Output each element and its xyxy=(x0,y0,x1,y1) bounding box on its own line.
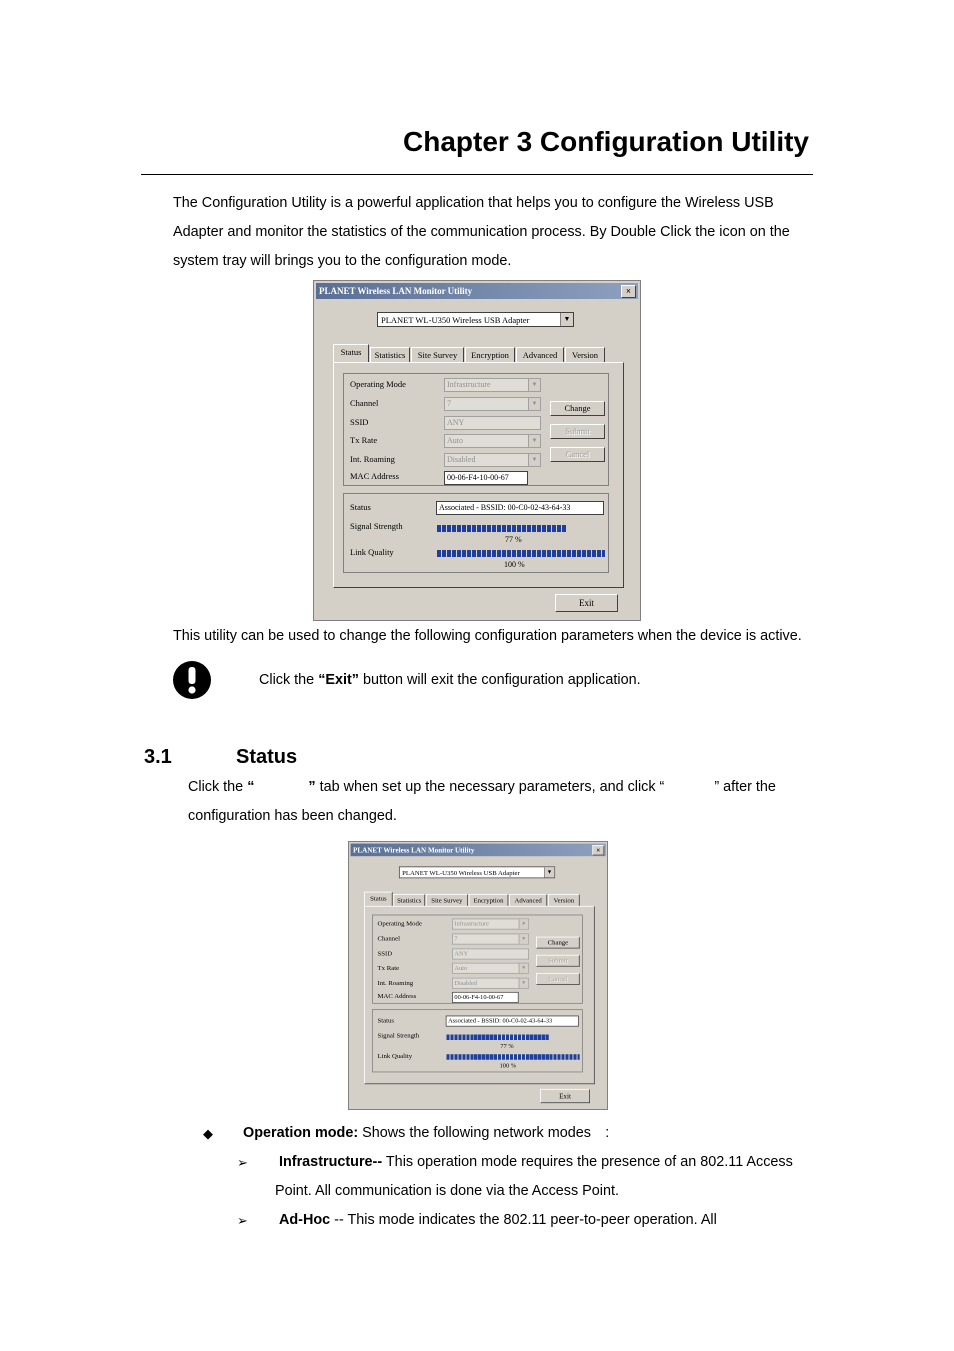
tab-statistics[interactable]: Statistics xyxy=(393,894,425,906)
channel-select[interactable] xyxy=(452,934,529,945)
ssid-label: SSID xyxy=(377,949,393,958)
status-label: Status xyxy=(350,502,371,512)
int-roaming-value: Disabled xyxy=(454,979,477,987)
submit-button[interactable]: Submit xyxy=(550,424,605,439)
arrow-bullet-icon: ➢ xyxy=(237,1213,248,1228)
ssid-value: ANY xyxy=(447,418,465,427)
int-roaming-select[interactable] xyxy=(444,453,541,467)
status-field xyxy=(446,1016,579,1027)
int-roaming-select[interactable] xyxy=(452,978,529,989)
chevron-down-icon[interactable]: ▼ xyxy=(528,379,540,391)
channel-label: Channel xyxy=(350,398,379,408)
operating-mode-value: Infrastructure xyxy=(447,380,491,389)
submit-button[interactable]: Submit xyxy=(536,955,580,967)
tab-site-survey[interactable]: Site Survey xyxy=(411,347,464,362)
tx-rate-value: Auto xyxy=(447,436,463,445)
section-quote-open: “ xyxy=(247,779,255,795)
tx-rate-value: Auto xyxy=(454,964,468,972)
operation-mode-item xyxy=(243,1119,609,1148)
infrastructure-heading: Infrastructure-- xyxy=(279,1154,383,1170)
mac-address-field xyxy=(452,992,519,1003)
tab-version[interactable]: Version xyxy=(548,894,580,906)
status-field xyxy=(436,501,604,515)
status-label: Status xyxy=(377,1016,395,1025)
tx-rate-label: Tx Rate xyxy=(350,435,378,445)
ssid-value: ANY xyxy=(454,950,469,958)
intro-paragraph: The Configuration Utility is a powerful application that helps you to configure the Wireless USB Adapter and monitor the statistics of the communication process. By Double Click the icon on the system tray will brings you to the configuration mode. xyxy=(173,195,790,269)
status-value: Associated - BSSID: 00-C0-02-43-64-33 xyxy=(448,1017,553,1025)
tx-rate-select[interactable] xyxy=(444,434,541,448)
dialog-titlebar xyxy=(316,283,638,299)
operating-mode-label: Operating Mode xyxy=(350,379,406,389)
mac-address-label: MAC Address xyxy=(377,991,417,1000)
cancel-button[interactable]: Cancel xyxy=(536,973,580,985)
chevron-down-icon[interactable]: ▼ xyxy=(519,963,529,972)
chevron-down-icon[interactable]: ▼ xyxy=(528,454,540,466)
status-value: Associated - BSSID: 00-C0-02-43-64-33 xyxy=(439,503,571,512)
adapter-value: PLANET WL-U350 Wireless USB Adapter xyxy=(402,868,520,877)
infrastructure-item-cont: Point. All communication is done via the Access Point. xyxy=(275,1183,619,1199)
note-suffix: button will exit the configuration application. xyxy=(358,672,641,688)
channel-value: 7 xyxy=(454,935,458,943)
ssid-input[interactable] xyxy=(444,416,541,430)
signal-strength-value: 77 % xyxy=(500,1042,514,1050)
tab-status[interactable]: Status xyxy=(364,892,393,906)
signal-strength-bar xyxy=(437,525,566,532)
chevron-down-icon[interactable]: ▼ xyxy=(519,934,529,943)
chevron-down-icon[interactable]: ▼ xyxy=(528,398,540,410)
change-button[interactable]: Change xyxy=(536,937,580,949)
section-quote-close: ” xyxy=(308,779,316,795)
title-divider xyxy=(141,174,813,175)
operation-mode-heading: Operation mode: xyxy=(243,1125,359,1141)
link-quality-bar xyxy=(437,550,605,557)
close-icon[interactable]: × xyxy=(592,845,604,855)
section-number: 3.1 xyxy=(144,746,172,768)
operating-mode-select[interactable] xyxy=(452,919,529,930)
link-quality-value: 100 % xyxy=(499,1062,516,1070)
mac-address-value: 00-06-F4-10-00-67 xyxy=(454,993,504,1001)
dialog-title: PLANET Wireless LAN Monitor Utility xyxy=(319,286,473,296)
tab-site-survey[interactable]: Site Survey xyxy=(426,894,468,906)
adhoc-text: -- This mode indicates the 802.11 peer-to-peer operation. All xyxy=(330,1212,717,1228)
utility-screenshot-2 xyxy=(348,841,608,1110)
exit-note xyxy=(259,666,641,695)
operating-mode-label: Operating Mode xyxy=(377,919,422,928)
link-quality-value: 100 % xyxy=(504,560,525,569)
warning-icon xyxy=(172,660,212,700)
diamond-bullet-icon: ◆ xyxy=(203,1126,213,1141)
signal-strength-label: Signal Strength xyxy=(377,1031,420,1040)
cancel-button[interactable]: Cancel xyxy=(550,447,605,462)
mac-address-label: MAC Address xyxy=(350,471,399,481)
tab-status[interactable]: Status xyxy=(333,344,369,362)
chevron-down-icon[interactable]: ▼ xyxy=(560,313,573,326)
chevron-down-icon[interactable]: ▼ xyxy=(519,919,529,928)
adapter-select[interactable] xyxy=(399,866,555,878)
channel-label: Channel xyxy=(377,934,400,943)
adapter-value: PLANET WL-U350 Wireless USB Adapter xyxy=(381,315,530,325)
tx-rate-label: Tx Rate xyxy=(377,963,400,972)
dialog-title: PLANET Wireless LAN Monitor Utility xyxy=(352,845,475,854)
exit-button[interactable]: Exit xyxy=(540,1089,590,1103)
int-roaming-label: Int. Roaming xyxy=(377,978,414,987)
chevron-down-icon[interactable]: ▼ xyxy=(544,867,554,877)
link-quality-label: Link Quality xyxy=(350,547,394,557)
mac-address-field xyxy=(444,471,528,485)
arrow-bullet-icon: ➢ xyxy=(237,1155,248,1170)
tab-advanced[interactable]: Advanced xyxy=(516,347,564,362)
infrastructure-text: This operation mode requires the presence of an 802.11 Access xyxy=(382,1154,793,1170)
link-quality-label: Link Quality xyxy=(377,1051,413,1060)
note-prefix: Click the xyxy=(259,672,319,688)
utility-screenshot-1 xyxy=(313,280,641,621)
ssid-label: SSID xyxy=(350,417,369,427)
int-roaming-value: Disabled xyxy=(447,455,476,464)
channel-value: 7 xyxy=(447,399,451,408)
adhoc-item xyxy=(279,1206,717,1235)
operation-mode-text: Shows the following network modes : xyxy=(358,1125,610,1141)
signal-strength-value: 77 % xyxy=(505,535,522,544)
section-paragraph xyxy=(188,773,808,831)
note-exit-label: “Exit” xyxy=(318,672,359,688)
tab-encryption[interactable]: Encryption xyxy=(465,347,515,362)
adapter-select[interactable] xyxy=(377,312,574,327)
tab-statistics[interactable]: Statistics xyxy=(370,347,410,362)
operating-mode-select[interactable] xyxy=(444,378,541,392)
close-icon[interactable]: × xyxy=(621,285,636,298)
section-text-a: Click the xyxy=(188,779,248,795)
operating-mode-value: Infrastructure xyxy=(454,920,489,928)
tab-encryption[interactable]: Encryption xyxy=(469,894,509,906)
section-text-d: tab when set up the necessary parameters, and click “ xyxy=(315,779,665,795)
tab-version[interactable]: Version xyxy=(565,347,605,362)
tx-rate-select[interactable] xyxy=(452,963,529,974)
usage-paragraph: This utility can be used to change the following configuration parameters when the device is active. xyxy=(173,628,802,644)
chevron-down-icon[interactable]: ▼ xyxy=(519,978,529,987)
infrastructure-item xyxy=(279,1148,793,1177)
change-button[interactable]: Change xyxy=(550,401,605,416)
chapter-title: Chapter 3 Configuration Utility xyxy=(403,126,809,157)
tab-advanced[interactable]: Advanced xyxy=(509,894,547,906)
int-roaming-label: Int. Roaming xyxy=(350,454,395,464)
dialog-titlebar xyxy=(351,844,606,857)
exit-button[interactable]: Exit xyxy=(555,594,618,612)
link-quality-bar xyxy=(447,1054,580,1060)
chevron-down-icon[interactable]: ▼ xyxy=(528,435,540,447)
signal-strength-label: Signal Strength xyxy=(350,521,403,531)
mac-address-value: 00-06-F4-10-00-67 xyxy=(447,473,509,482)
adhoc-heading: Ad-Hoc xyxy=(279,1212,331,1228)
ssid-input[interactable] xyxy=(452,949,529,960)
section-title: Status xyxy=(236,746,298,768)
channel-select[interactable] xyxy=(444,397,541,411)
section-text-e: ” after the configuration has been changed. xyxy=(188,779,776,824)
signal-strength-bar xyxy=(447,1034,549,1040)
